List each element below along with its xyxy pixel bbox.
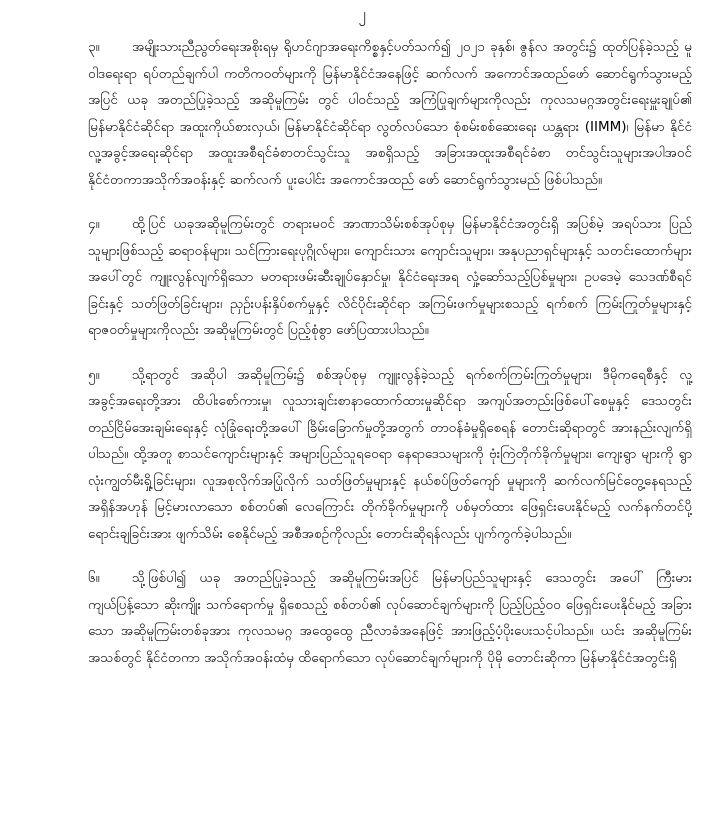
paragraph-text: ထို့ပြင် ယခုအဆိုမူကြမ်းတွင် တရားမဝင် အာဏာသိမ်းစစ်အုပ်စုမှ မြန်မာနိုင်ငံအတွင်းရှိ အပြစ်မဲ့ အရပ်သား ပြည်သူများဖြစ်သည့် ဆရာဝန်များ၊ သင်ကြားရေးပုဂ္ဂိုလ်များ၊ ကျောင်းသား ကျောင်းသူများ၊ အနုပညာရှင်များနှင့် သတင်းထောက်များ အပေါ်တွင် ကျူးလွန်လျက်ရှိသော မတရားဖမ်းဆီးချုပ်နှောင်မှု၊ နိုင်ငံရေးအရ လှုံ့ဆော်သည့်ပြစ်မှုများ၊ ဥပဒေမဲ့ သေဒဏ်စီရင်ခြင်းနှင့် သတ်ဖြတ်ခြင်းများ၊ ညှဉ်းပန်းနှိပ်စက်မှုနှင့် လိင်ပိုင်းဆိုင်ရာ အကြမ်းဖက်မှုများစသည့် ရက်စက် ကြမ်းကြုတ်မှုများနှင့် ရာဇဝတ်မှုများကိုလည်း အဆိုမူကြမ်းတွင် ပြည့်စုံစွာ ဖော်ပြထားပါသည်။: [88, 216, 692, 338]
paragraph-number: ၅။: [88, 366, 100, 383]
paragraph-text: သို့ဖြစ်ပါ၍ ယခု အတည်ပြုခဲ့သည့် အဆိုမူကြမ်းအပြင် မြန်မာပြည်သူများနှင့် ဒေသတွင်း အပေါ် ကြီးမားကျယ်ပြန့်သော ဆိုးကျိုး သက်ရောက်မှု ရှိစေသည့် စစ်တပ်၏ လုပ်ဆောင်ချက်များကို ပြည့်ပြည့်ဝဝ ဖြေရှင်းပေးနိုင်မည့် အခြားသော အဆိုမူကြမ်းတစ်ခုအား ကုလသမဂ္ဂ အထွေထွေ ညီလာခံအနေဖြင့် အားဖြည့်ပံ့ပိုးပေးသင့်ပါသည်။ ယင်း အဆိုမူကြမ်း အသစ်တွင် နိုင်ငံတကာ အသိုက်အဝန်းထံမှ ထိရောက်သော လုပ်ဆောင်ချက်များကို ပိုမို တောင်းဆိုကာ မြန်မာနိုင်ငံအတွင်းရှိ: [88, 570, 692, 666]
paragraph-number: ၆။: [88, 570, 100, 586]
paragraph-4: [88, 211, 692, 344]
paragraph-text: အမျိုးသားညီညွတ်ရေးအစိုးရမှ ရိုဟင်ဂျာအရေးကိစ္စနှင့်ပတ်သက်၍ ၂၀၂၁ ခုနှစ်၊ ဇွန်လ အတွင်း၌ ထုတ်ပြန်ခဲ့သည့် မူဝါဒရေးရာ ရပ်တည်ချက်ပါ ကတိကဝတ်များကို မြန်မာနိုင်ငံအနေဖြင့် ဆက်လက် အကောင်အထည်ဖော် ဆောင်ရွက်သွားမည့်အပြင် ယခု အတည်ပြုခဲ့သည့် အဆိုမူကြမ်း တွင် ပါဝင်သည့် အကြံပြုချက်များကိုလည်း ကုလသမဂ္ဂအတွင်းရေးမှူးချုပ်၏ မြန်မာနိုင်ငံဆိုင်ရာ အထူးကိုယ်စားလှယ်၊ မြန်မာနိုင်ငံဆိုင်ရာ လွတ်လပ်သော စုံစမ်းစစ်ဆေးရေး ယန္တရား (IIMM)၊ မြန်မာ နိုင်ငံ လူ့အခွင့်အရေးဆိုင်ရာ အထူးအစီရင်ခံစာတင်သွင်းသူ အစရှိသည့် အခြားအထူးအစီရင်ခံစာ တင်သွင်းသူများအပါအဝင် နိုင်ငံတကာအသိုက်အဝန်းနှင့် ဆက်လက် ပူးပေါင်း အကောင်အထည် ဖော် ဆောင်ရွက်သွားမည် ဖြစ်ပါသည်။: [88, 39, 692, 188]
paragraph-number: ၄။: [88, 216, 100, 232]
paragraph-3: [88, 34, 692, 193]
paragraph-6: [88, 565, 692, 671]
page-number: ၂: [358, 5, 366, 23]
paragraph-number: ၃။: [88, 39, 100, 55]
paragraph-text: သို့ရာတွင် အဆိုပါ အဆိုမူကြမ်း၌ စစ်အုပ်စုမှ ကျူးလွန်ခဲ့သည့် ရက်စက်ကြမ်းကြုတ်မှုများ၊ ဒီမိုကရေစီနှင့် လူ့အခွင့်အရေးတို့အား ထိပါးစော်ကားမှု၊ လူသားချင်းစာနာထောက်ထားမှုဆိုင်ရာ အကျပ်အတည်းဖြစ်ပေါ်စေမှုနှင့် ဒေသတွင်း တည်ငြိမ်အေးချမ်းရေးနှင့် လုံခြုံရေးတို့အပေါ် ခြိမ်းခြောက်မှုတို့အတွက် တာဝန်ခံမှုရှိစေရန် တောင်းဆိုရာတွင် အားနည်းလျက်ရှိပါသည်။ ထို့အတူ စာသင်ကျောင်းများနှင့် အများပြည်သူရဝေရာ နေရာဒေသများကို ဗုံးကြဲတိုက်ခိုက်မှုများ၊ ကျေးရွာ များကို ရွာလုံးကျွတ်မီးရှို့ခြင်းများ၊ လူအစုလိုက်အပြုံလိုက် သတ်ဖြတ်မှုများနှင့် နယ်စပ်ဖြတ်ကျော် မှုများကို ဆက်လက်မြင်တွေ့နေရသည့် အရှိန်အဟုန် မြင့်မားလာသော စစ်တပ်၏ လေကြောင်း တိုက်ခိုက်မှုများကို ပစ်မှတ်ထား ဖြေရှင်းပေးနိုင်မည့် လက်နက်တင်ပို့ရောင်းချခြင်းအား ဖျက်သိမ်း စေနိုင်မည့် အစီအစဉ်ကိုလည်း တောင်းဆိုရန်လည်း ပျက်ကွက်ခဲ့ပါသည်။: [88, 366, 692, 542]
paragraph-5: [88, 362, 692, 548]
document-body: [88, 34, 692, 689]
